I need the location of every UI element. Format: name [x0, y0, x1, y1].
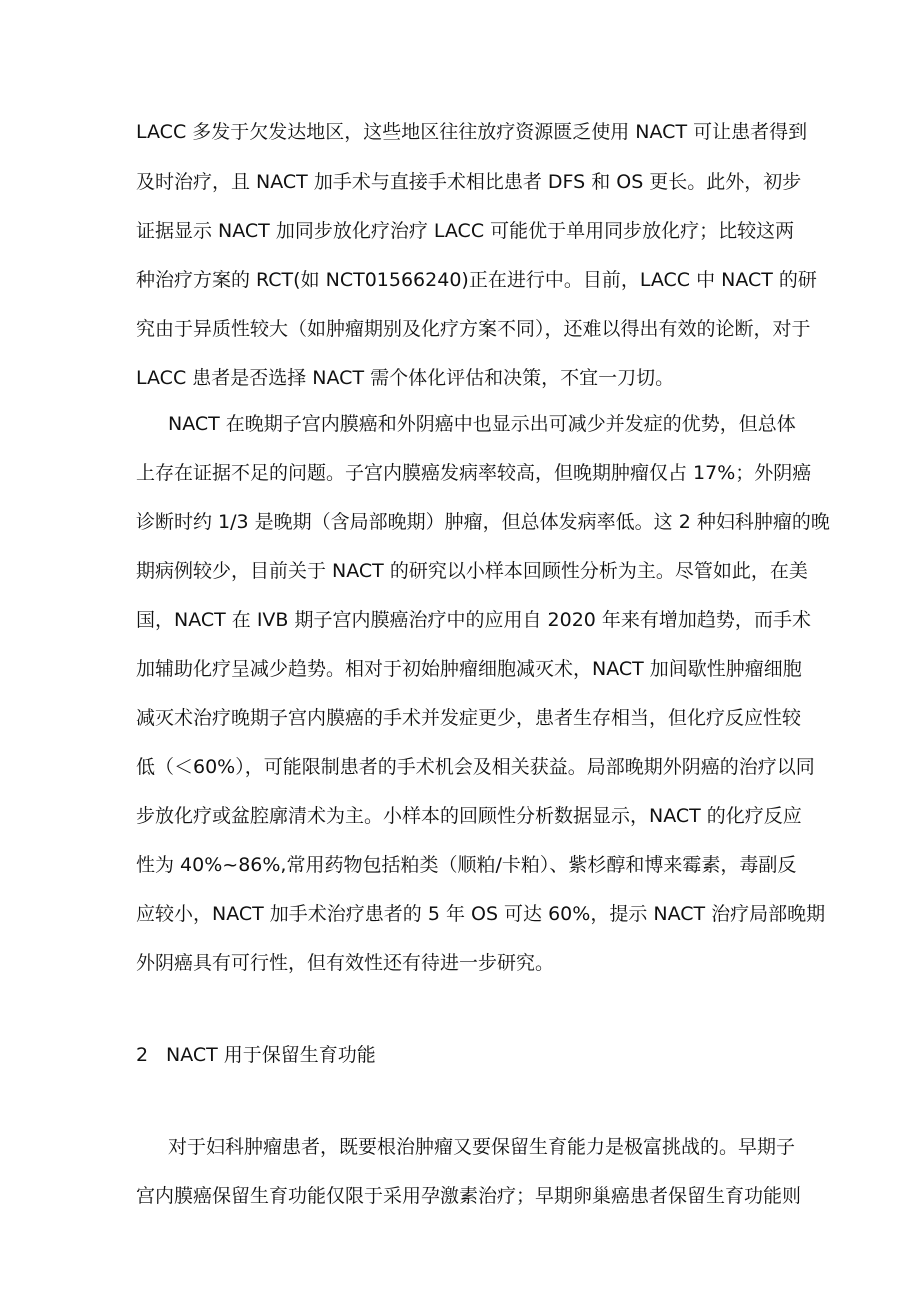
text-line: 上存在证据不足的问题。子宫内膜癌发病率较高，但晚期肿瘤仅占 17%；外阴癌: [136, 462, 812, 484]
text-line: 外阴癌具有可行性，但有效性还有待进一步研究。: [136, 952, 555, 974]
section-title: NACT 用于保留生育功能: [166, 1044, 376, 1066]
text-line: 诊断时约 1/3 是晚期（含局部晚期）肿瘤，但总体发病率低。这 2 种妇科肿瘤的晚: [136, 511, 830, 533]
text-line: 及时治疗，且 NACT 加手术与直接手术相比患者 DFS 和 OS 更长。此外，初步: [136, 171, 802, 193]
text-line: NACT 在晚期子宫内膜癌和外阴癌中也显示出可减少并发症的优势，但总体: [168, 413, 796, 435]
text-line: 加辅助化疗呈减少趋势。相对于初始肿瘤细胞减灭术，NACT 加间歇性肿瘤细胞: [136, 658, 802, 680]
section-number: 2: [136, 1044, 149, 1066]
text-line: 究由于异质性较大（如肿瘤期别及化疗方案不同），还难以得出有效的论断，对于: [136, 318, 811, 340]
text-line: 种治疗方案的 RCT(如 NCT01566240)正在进行中。目前，LACC 中 NACT 的研: [136, 269, 817, 291]
text-line: 步放化疗或盆腔廓清术为主。小样本的回顾性分析数据显示，NACT 的化疗反应: [136, 805, 802, 827]
text-line: 期病例较少，目前关于 NACT 的研究以小样本回顾性分析为主。尽管如此，在美: [136, 560, 808, 582]
text-line: LACC 多发于欠发达地区，这些地区往往放疗资源匮乏使用 NACT 可让患者得到: [136, 121, 808, 143]
text-line: 性为 40%~86%,常用药物包括粕类（顺粕/卡粕）、紫杉醇和博来霉素，毒副反: [136, 854, 797, 876]
text-line: 证据显示 NACT 加同步放化疗治疗 LACC 可能优于单用同步放化疗；比较这两: [136, 220, 795, 242]
text-line: 减灭术治疗晚期子宫内膜癌的手术并发症更少，患者生存相当，但化疗反应性较: [136, 707, 802, 729]
text-line: 对于妇科肿瘤患者，既要根治肿瘤又要保留生育能力是极富挑战的。早期子: [168, 1136, 796, 1158]
text-line: LACC 患者是否选择 NACT 需个体化评估和决策，不宜一刀切。: [136, 367, 675, 389]
section-heading: [136, 1043, 376, 1067]
text-line: 宫内膜癌保留生育功能仅限于采用孕激素治疗；早期卵巢癌患者保留生育功能则: [136, 1185, 802, 1207]
text-line: 低（＜60%），可能限制患者的手术机会及相关获益。局部晚期外阴癌的治疗以同: [136, 756, 815, 778]
text-line: 应较小，NACT 加手术治疗患者的 5 年 OS 可达 60%，提示 NACT 治疗局部晚期: [136, 903, 826, 925]
text-line: 国，NACT 在 IVB 期子宫内膜癌治疗中的应用自 2020 年来有增加趋势，而手术: [136, 609, 811, 631]
